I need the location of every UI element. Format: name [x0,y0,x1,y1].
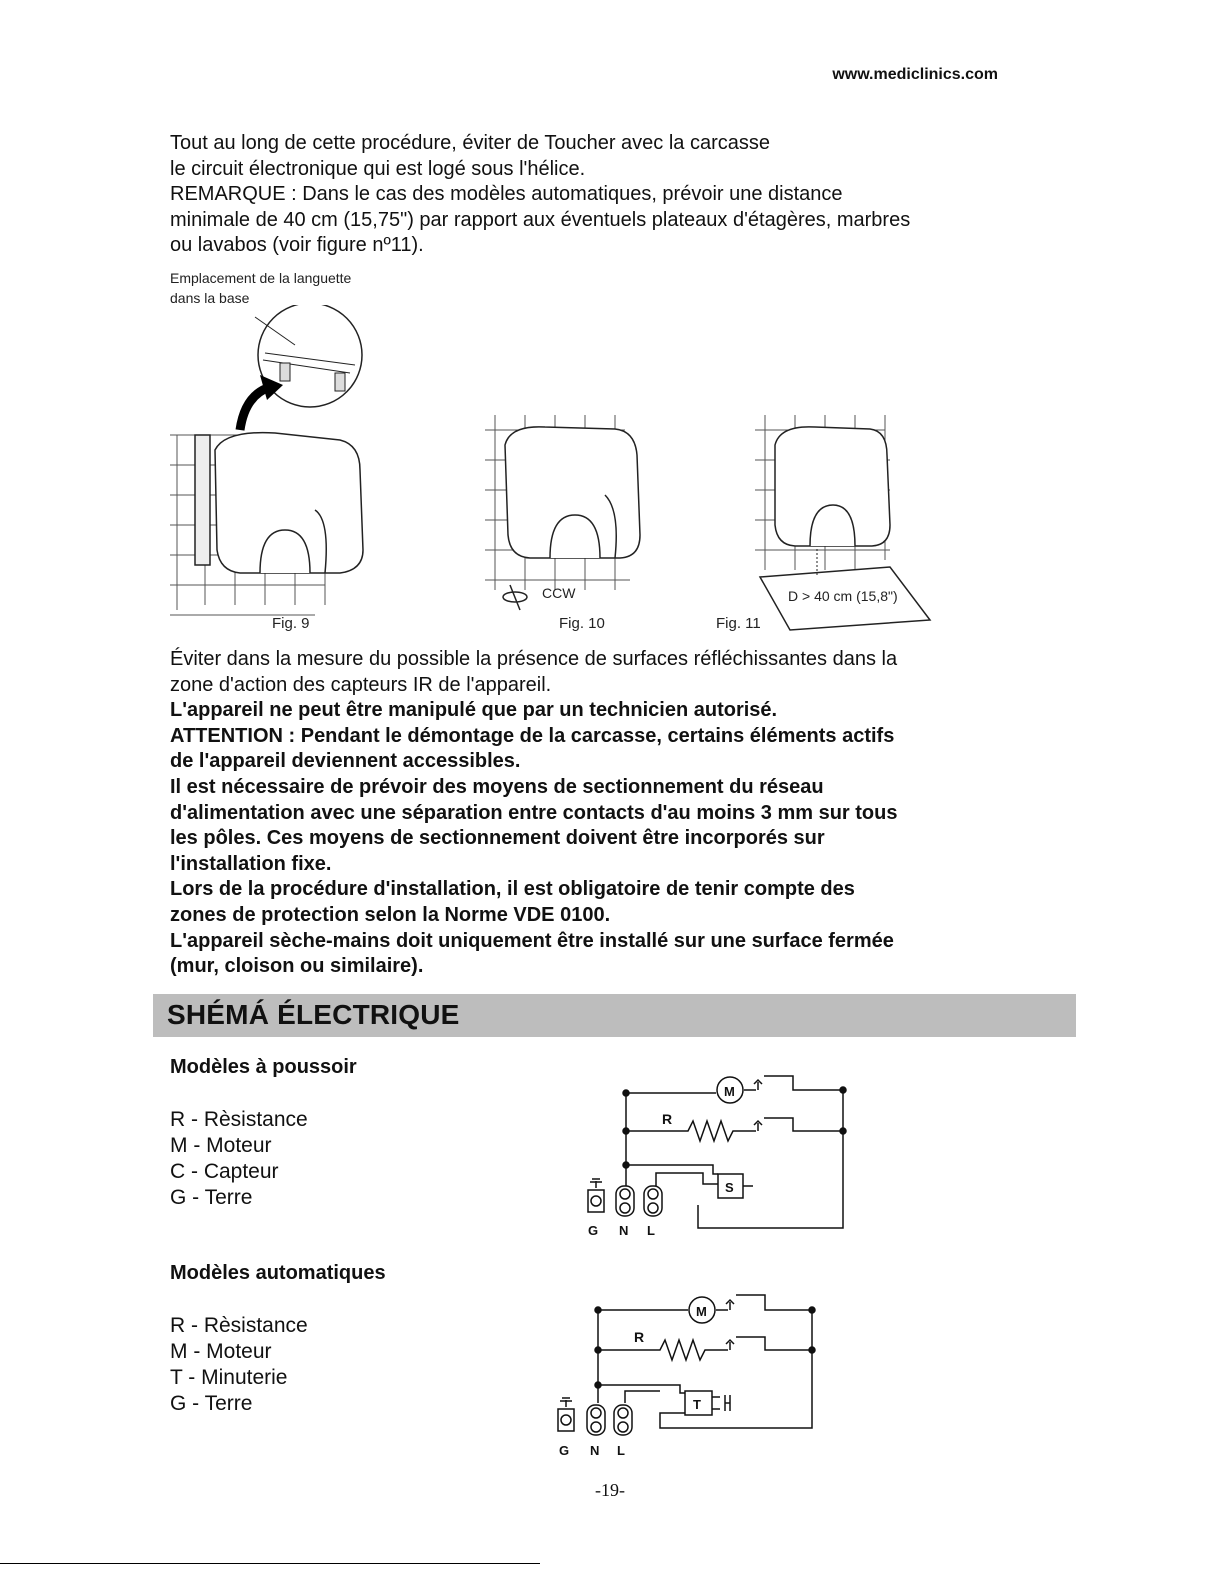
warning-line: ATTENTION : Pendant le démontage de la carcasse, certains éléments actifs [170,724,895,747]
fig10-rotation-label: CCW [542,585,576,601]
site-url: www.mediclinics.com [832,66,998,83]
fig9-caption-line: Emplacement de la languette [170,270,352,286]
terminal-g-label: G [588,1223,599,1238]
resistor-icon [626,1118,843,1141]
warning-line: Lors de la procédure d'installation, il est obligatoire de tenir compte des [170,878,855,901]
fig10-dryer [505,427,640,558]
terminal-l-label: L [647,1223,655,1238]
fig11-dryer [775,427,890,546]
warning-line: zones de protection selon la Norme VDE 0100. [170,903,611,926]
legend-item: R - Rèsistance [170,1314,308,1337]
diagram-resistor-label: R [662,1111,673,1127]
warning-line: L'appareil sèche-mains doit uniquement être installé sur une surface fermée [170,929,894,952]
intro-line: minimale de 40 cm (15,75") par rapport aux éventuels plateaux d'étagères, marbres [170,208,911,231]
fig9-caption [170,268,351,308]
footer-divider [0,1563,540,1564]
ground-icon [560,1398,572,1407]
warning-line: zone d'action des capteurs IR de l'appareil. [170,673,552,696]
installation-figures [165,305,945,640]
legend-item: T - Minuterie [170,1366,288,1389]
section-title: SHÉMÁ ÉLECTRIQUE [167,999,460,1030]
auto-models-legend [170,1313,308,1417]
fig10-label: Fig. 10 [559,615,605,632]
resistor-icon [598,1337,812,1360]
legend-item: G - Terre [170,1186,253,1209]
legend-item: M - Moteur [170,1340,272,1363]
warnings-paragraph [170,647,1010,980]
intro-line: REMARQUE : Dans le cas des modèles automatiques, prévoir une distance [170,183,843,206]
diagram-switch-label: S [725,1180,734,1195]
page-number: -19- [595,1480,625,1500]
intro-line: Tout au long de cette procédure, éviter de Toucher avec la carcasse [170,132,770,154]
warning-line: Il est nécessaire de prévoir des moyens de sectionnement du réseau [170,775,824,798]
legend-item: G - Terre [170,1392,253,1415]
terminal-g-label: G [559,1443,570,1458]
warning-line: (mur, cloison ou similaire). [170,955,424,978]
legend-item: M - Moteur [170,1134,272,1157]
timer-contact-icon [712,1395,730,1411]
push-models-legend [170,1107,308,1211]
intro-line: ou lavabos (voir figure nº11). [170,234,424,257]
warning-line: Éviter dans la mesure du possible la présence de surfaces réfléchissantes dans la [170,648,898,670]
warning-line: d'alimentation avec une séparation entre contacts d'au moins 3 mm sur tous [170,801,898,824]
fig9-caption-line: dans la base [170,290,250,306]
ground-icon [590,1179,602,1188]
diagram-motor-label: M [724,1084,735,1099]
fig10-rotation-icon [503,585,527,610]
warning-line: de l'appareil deviennent accessibles. [170,750,521,773]
intro-paragraph [170,131,1010,259]
terminal-n-label: N [590,1443,600,1458]
diagram-timer-label: T [693,1397,701,1412]
fig11-label: Fig. 11 [716,615,761,632]
auto-models-circuit-diagram [550,1285,840,1460]
fig11-distance-label: D > 40 cm (15,8") [788,588,898,604]
diagram-motor-label: M [696,1304,707,1319]
terminal-n-label: N [619,1223,629,1238]
terminal-l-label: L [617,1443,625,1458]
auto-models-heading: Modèles automatiques [170,1262,386,1284]
legend-item: R - Rèsistance [170,1108,308,1131]
warning-line: l'installation fixe. [170,852,332,875]
legend-item: C - Capteur [170,1160,279,1183]
warning-line: L'appareil ne peut être manipulé que par un technicien autorisé. [170,699,778,722]
push-models-circuit-diagram [578,1068,868,1243]
diagram-resistor-label: R [634,1329,645,1345]
fig9-label: Fig. 9 [272,615,310,632]
intro-line: le circuit électronique qui est logé sous l'hélice. [170,157,586,180]
push-models-heading: Modèles à poussoir [170,1056,357,1078]
fig9-dryer [195,433,363,573]
warning-line: les pôles. Ces moyens de sectionnement doivent être incorporés sur [170,827,825,850]
